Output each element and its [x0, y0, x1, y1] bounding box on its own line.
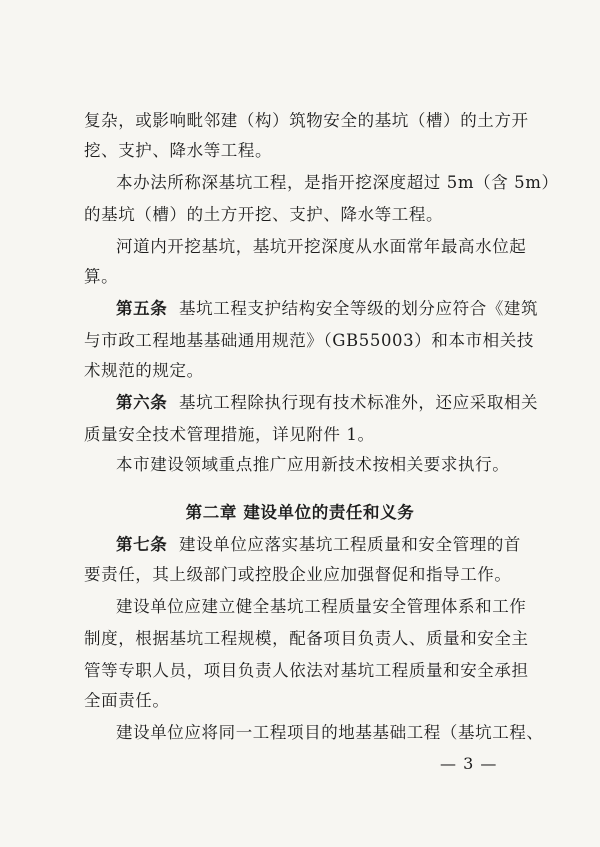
article-6-text: 基坑工程除执行现有技术标准外，还应采取相关	[179, 393, 539, 412]
paragraph-line: 术规范的规定。	[84, 361, 204, 380]
paragraph-line: 建设单位应建立健全基坑工程质量安全管理体系和工作	[116, 597, 527, 616]
paragraph-line: 制度，根据基坑工程规模，配备项目负责人、质量和安全主	[84, 629, 529, 648]
paragraph-line: 建设单位应将同一工程项目的地基基础工程（基坑工程、	[116, 723, 544, 742]
page-number: — 3 —	[440, 754, 498, 773]
article-5-text: 基坑工程支护结构安全等级的划分应符合《建筑	[179, 299, 539, 318]
paragraph-line: 管等专职人员，项目负责人依法对基坑工程质量和安全承担	[84, 661, 529, 680]
paragraph-line: 河道内开挖基坑，基坑开挖深度从水面常年最高水位起	[116, 237, 527, 256]
paragraph-line: 与市政工程地基基础通用规范》（GB55003）和本市相关技	[84, 331, 534, 350]
article-5-line	[116, 298, 539, 320]
paragraph-line: 要责任，其上级部门或控股企业应加强督促和指导工作。	[84, 565, 512, 584]
paragraph-line: 挖、支护、降水等工程。	[84, 141, 273, 160]
paragraph-line: 全面责任。	[84, 691, 170, 710]
article-7-label: 第七条	[116, 535, 168, 554]
article-7-text: 建设单位应落实基坑工程质量和安全管理的首	[179, 535, 522, 554]
paragraph-line: 本办法所称深基坑工程，是指开挖深度超过 5m（含 5m）	[116, 173, 559, 192]
article-7-line	[116, 534, 524, 556]
paragraph-line: 本市建设领域重点推广应用新技术按相关要求执行。	[116, 455, 510, 474]
chapter-title: 第二章 建设单位的责任和义务	[185, 503, 415, 522]
paragraph-line: 算。	[84, 267, 119, 286]
paragraph-line: 的基坑（槽）的土方开挖、支护、降水等工程。	[84, 205, 444, 224]
paragraph-line: 质量安全技术管理措施，详见附件 1。	[84, 425, 375, 444]
article-6-line	[116, 392, 539, 414]
article-6-label: 第六条	[116, 393, 168, 412]
article-5-label: 第五条	[116, 299, 168, 318]
paragraph-line: 复杂，或影响毗邻建（构）筑物安全的基坑（槽）的土方开	[84, 111, 529, 130]
